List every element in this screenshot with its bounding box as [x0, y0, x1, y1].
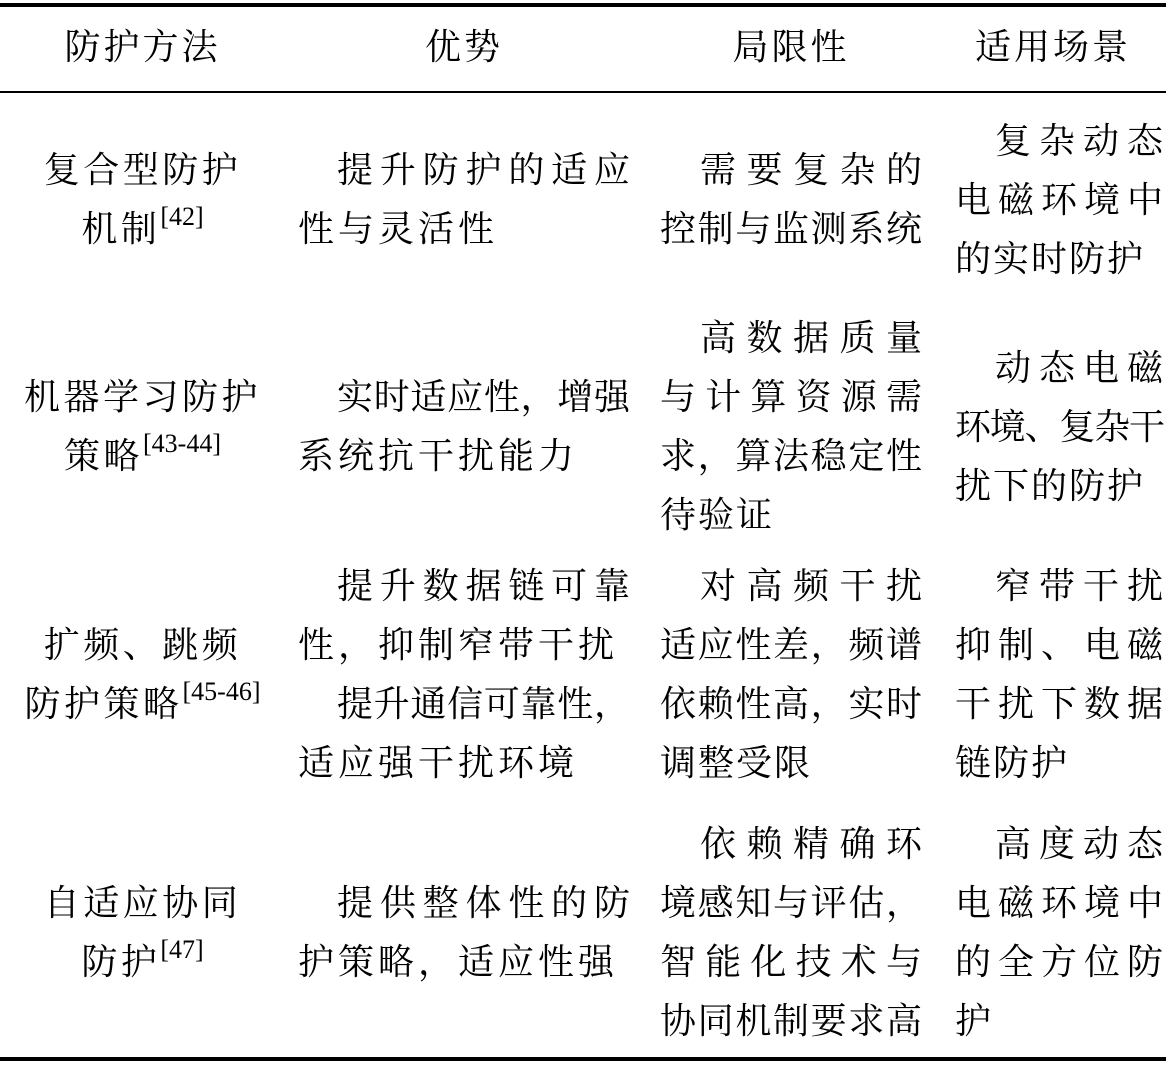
method-text: 复合型防护	[43, 150, 242, 191]
method-text: 机器学习防护	[23, 377, 261, 418]
advantage-text: 实时适应性，增强	[337, 377, 630, 418]
limitation-text: 适应性差，频谱	[660, 625, 922, 666]
advantage-text: 性与灵活性	[298, 209, 499, 250]
scenario-text: 的全方位防	[955, 942, 1163, 983]
scenario-cell	[955, 307, 1163, 547]
method-text-line	[10, 427, 275, 486]
method-text: 防护	[81, 942, 161, 983]
citation-ref: [43-44]	[143, 429, 221, 458]
method-text: 扩频、跳频	[43, 625, 242, 666]
scenario-cell	[955, 547, 1163, 803]
advantage-cell	[298, 307, 630, 547]
advantage-cell	[298, 808, 630, 1058]
scenario-text: 复杂动态	[995, 120, 1163, 162]
method-cell	[10, 94, 275, 306]
top-rule	[0, 3, 1166, 7]
scenario-text: 抑制、电磁	[955, 625, 1163, 666]
limitation-text: 依赖性高，实时	[660, 684, 922, 725]
advantage-text: 提供整体性的防	[337, 883, 630, 924]
limitation-text: 需要复杂的	[700, 150, 922, 191]
citation-ref: [47]	[160, 935, 204, 964]
limitation-text: 高数据质量	[700, 318, 922, 359]
advantage-text: 性，抑制窄带干扰	[298, 625, 619, 666]
limitation-text: 境感知与评估，	[660, 883, 922, 924]
scenario-text: 动态电磁	[995, 347, 1163, 389]
header-scenario: 适用场景	[974, 26, 1131, 68]
scenario-text: 高度动态	[995, 824, 1163, 865]
advantage-cell	[298, 94, 630, 306]
scenario-text: 干扰下数据	[955, 684, 1163, 725]
scenario-text: 电磁环境中	[955, 883, 1163, 924]
limitation-text: 依赖精确环	[700, 824, 922, 865]
method-cell	[10, 808, 275, 1058]
limitation-text: 协同机制要求高	[660, 1001, 922, 1042]
method-text-line	[10, 675, 275, 734]
method-text: 防护策略	[24, 684, 183, 725]
advantage-text: 提升防护的适应	[337, 150, 630, 191]
method-cell	[10, 307, 275, 547]
scenario-text: 的实时防护	[955, 238, 1146, 280]
limitation-text: 控制与监测系统	[660, 209, 922, 250]
limitation-text: 待验证	[660, 495, 775, 536]
method-text: 机制	[81, 209, 161, 250]
limitation-text: 对高频干扰	[700, 566, 922, 607]
scenario-text: 环境、复杂干	[955, 406, 1163, 448]
header-method: 防护方法	[64, 26, 221, 68]
scenario-cell	[955, 94, 1163, 306]
advantage-text: 提升数据链可靠	[337, 566, 630, 607]
scenario-text: 链防护	[955, 743, 1070, 784]
limitation-text: 与计算资源需	[660, 377, 922, 418]
advantage-text: 提升通信可靠性，	[337, 684, 630, 725]
limitation-cell	[660, 307, 922, 547]
citation-ref: [45-46]	[182, 677, 261, 706]
header-cell	[955, 9, 1163, 85]
limitation-text: 智能化技术与	[660, 942, 922, 983]
method-cell	[10, 547, 275, 803]
limitation-text: 调整受限	[660, 743, 813, 784]
header-advantage: 优势	[424, 26, 503, 68]
header-cell	[10, 9, 275, 85]
advantage-text: 适应强干扰环境	[298, 743, 579, 784]
scenario-cell	[955, 808, 1163, 1058]
header-limitation: 局限性	[732, 26, 850, 68]
advantage-cell	[298, 547, 630, 803]
limitation-cell	[660, 808, 922, 1058]
method-text: 策略	[64, 436, 144, 477]
limitation-cell	[660, 547, 922, 803]
header-rule	[0, 91, 1166, 93]
method-text-line	[10, 200, 275, 259]
limitation-text: 求，算法稳定性	[660, 436, 922, 477]
scenario-text: 窄带干扰	[995, 566, 1163, 607]
header-cell	[660, 9, 922, 85]
limitation-cell	[660, 94, 922, 306]
scenario-text: 护	[955, 1001, 994, 1042]
scenario-text: 扰下的防护	[955, 465, 1146, 507]
advantage-text: 系统抗干扰能力	[298, 436, 579, 477]
header-cell	[298, 9, 630, 85]
advantage-text: 护策略，适应性强	[298, 942, 619, 983]
method-text: 自适应协同	[43, 883, 242, 924]
citation-ref: [42]	[160, 202, 204, 231]
method-text-line	[10, 933, 275, 992]
scenario-text: 电磁环境中	[955, 179, 1163, 221]
